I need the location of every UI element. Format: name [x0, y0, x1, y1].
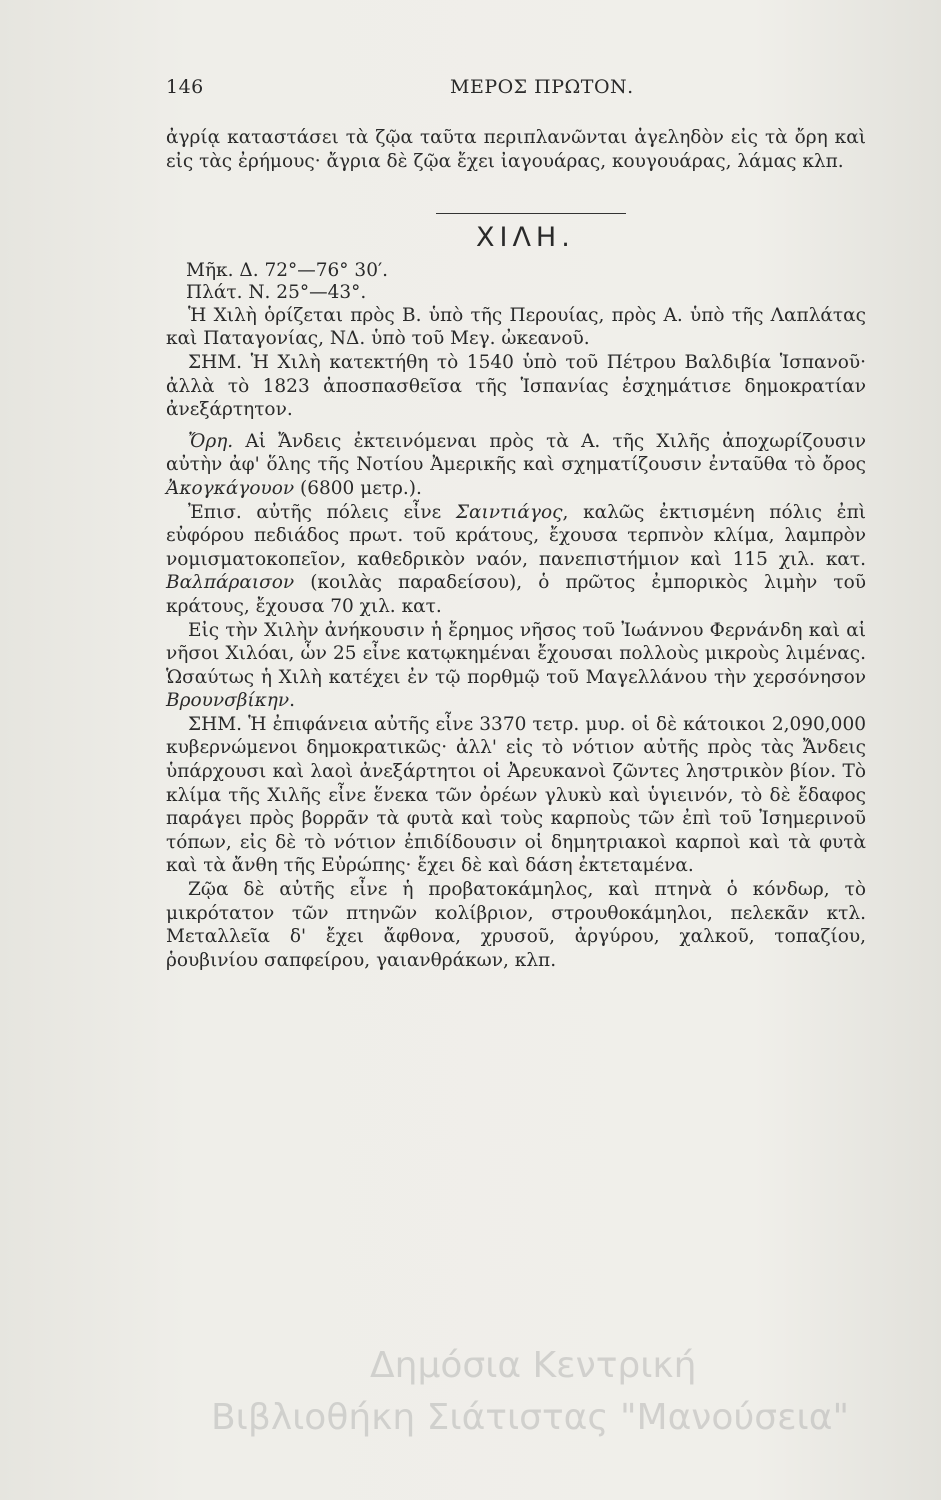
- paragraph-islands: [166, 619, 866, 713]
- paragraph-mountains: [166, 430, 866, 501]
- watermark-line-2: Βιβλιοθήκη Σιάτιστας "Μανούσεια": [210, 1397, 850, 1438]
- city-name-santiago: Σαιντιάγος: [455, 501, 563, 523]
- paragraph-fauna-minerals: Ζῷα δὲ αὐτῆς εἶνε ἡ προβατοκάμηλος, καὶ πτηνὰ ὁ κόνδωρ, τὸ μικρότατον τῶν πτηνῶν κολίβριον, στρουθοκάμηλοι, πελεκᾶν κτλ. Μεταλλεῖα δ' ἔχει ἄφθονα, χρυσοῦ, ἀργύρου, χαλκοῦ, τοπαζίου, ῥουβινίου σαπφείρου, γαιανθράκων, κλπ.: [166, 879, 866, 971]
- page-number: 146: [166, 76, 204, 98]
- section-title: ΧΙΛΗ.: [476, 222, 575, 254]
- islands-tail: .: [289, 690, 296, 712]
- paragraph-borders: Ἡ Χιλὴ ὁρίζεται πρὸς Β. ὑπὸ τῆς Περουίας, πρὸς Α. ὑπὸ τῆς Λαπλάτας καὶ Παταγονίας, ΝΔ. ὑπὸ τοῦ Μεγ. ὠκεανοῦ.: [166, 304, 866, 350]
- peninsula-name: Βρουνσβίκην: [166, 690, 290, 712]
- mountains-tail: (6800 μετρ.).: [294, 477, 422, 499]
- mountains-text: Αἱ Ἄνδεις ἐκτεινόμεναι πρὸς τὰ Α. τῆς Χιλῆς ἀποχωρίζουσιν αὐτὴν ἀφ' ὅλης τῆς Νοτίου Ἀμερικῆς καὶ σχηματίζουσιν ἐνταῦθα τὸ ὄρος: [166, 430, 866, 476]
- watermark-line-1: Δημόσια Κεντρική: [370, 1345, 697, 1386]
- mountains-lead: Ὄρη.: [188, 430, 234, 452]
- longitude-line: Μῆκ. Δ. 72°—76° 30′.: [186, 259, 389, 281]
- paragraph-history-note: ΣΗΜ. Ἡ Χιλὴ κατεκτήθη τὸ 1540 ὑπὸ τοῦ Πέτρου Βαλδιβία Ἱσπανοῦ· ἀλλὰ τὸ 1823 ἀποσπασθεῖσα τῆς Ἱσπανίας ἐσχημάτισε δημοκρατίαν ἀνεξάρτητον.: [166, 351, 866, 421]
- latitude-line: Πλάτ. Ν. 25°—43°.: [186, 281, 367, 303]
- section-divider: [436, 213, 626, 214]
- cities-lead: Ἐπισ. αὐτῆς πόλεις εἶνε: [188, 501, 456, 523]
- intro-paragraph: ἀγρίᾳ καταστάσει τὰ ζῷα ταῦτα περιπλανῶνται ἀγεληδὸν εἰς τὰ ὄρη καὶ εἰς τὰς ἐρήμους· ἄγρια δὲ ζῷα ἔχει ἰαγουάρας, κουγουάρας, λάμας κλπ.: [166, 127, 866, 172]
- paragraph-cities: [166, 501, 866, 619]
- mountain-name: Ἀκογκάγουον: [166, 477, 295, 499]
- cities-tail: (κοιλὰς παραδείσου), ὁ πρῶτος ἐμπορικὸς λιμὴν τοῦ κράτους, ἔχουσα 70 χιλ. κατ.: [166, 572, 866, 617]
- page-header: [166, 76, 866, 106]
- page-body: [166, 126, 866, 972]
- city-name-valparaiso: Βαλπάραισον: [166, 572, 295, 594]
- library-watermark: [140, 1340, 920, 1444]
- paragraph-area-note: ΣΗΜ. Ἡ ἐπιφάνεια αὐτῆς εἶνε 3370 τετρ. μυρ. οἱ δὲ κάτοικοι 2,090,000 κυβερνώμενοι δημοκρατικῶς· ἀλλ' εἰς τὸ νότιον αὐτῆς πρὸς τὰς Ἄνδεις ὑπάρχουσι καὶ λαοὶ ἀνεξάρτητοι οἱ Ἀρευκανοὶ ζῶντες ληστρικὸν βίον. Τὸ κλίμα τῆς Χιλῆς εἶνε ἕνεκα τῶν ὀρέων γλυκὺ καὶ ὑγιεινόν, τὸ δὲ ἔδαφος παράγει πρὸς βορρᾶν τὰ φυτὰ καὶ τοὺς καρποὺς τῶν ἐπὶ τοῦ Ἰσημερινοῦ τόπων, εἰς δὲ τὸ νότιον ἐπιδίδουσιν οἱ δημητριακοὶ καρποὶ καὶ τὰ φυτὰ καὶ τὰ ἄνθη τῆς Εὐρώπης· ἔχει δὲ καὶ δάση ἐκτεταμένα.: [166, 713, 866, 877]
- cities-mid: , καλῶς ἐκτισμένη πόλις ἐπὶ εὐφόρου πεδιάδος πρωτ. τοῦ κράτους, ἔχουσα τερπνὸν κλίμα, λαμπρὸν νομισματοκοπεῖον, καθεδρικὸν ναόν, πανεπιστήμιον καὶ 115 χιλ. κατ.: [166, 501, 866, 570]
- running-title: ΜΕΡΟΣ ΠΡΩΤΟΝ.: [450, 76, 634, 98]
- islands-lead: Εἰς τὴν Χιλὴν ἀνήκουσιν ἡ ἔρημος νῆσος τοῦ Ἰωάννου Φερνάνδη καὶ αἱ νῆσοι Χιλόαι, ὧν 25 εἶνε κατῳκημέναι ἔχουσαι πολλοὺς μικροὺς λιμένας. Ὡσαύτως ἡ Χιλὴ κατέχει ἐν τῷ πορθμῷ τοῦ Μαγελλάνου τὴν χερσόνησον: [166, 619, 866, 688]
